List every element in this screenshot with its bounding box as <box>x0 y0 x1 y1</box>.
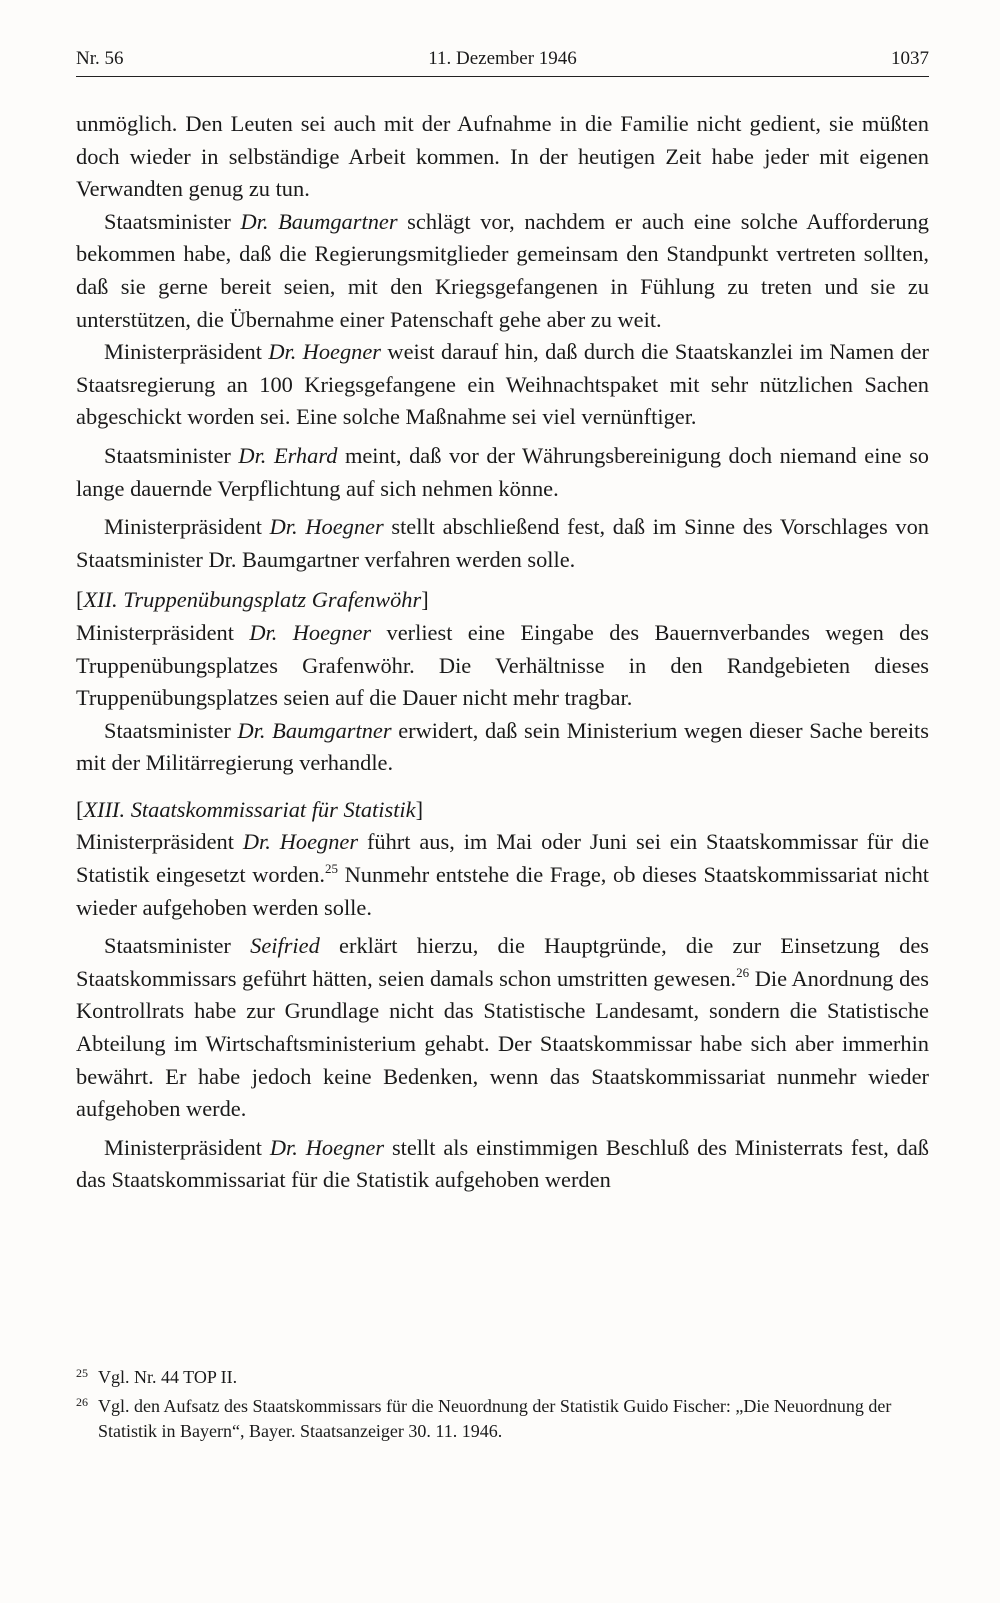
paragraph-4: Staatsminister Dr. Erhard meint, daß vor der Währungsbereinigung doch niemand eine so lange dauernde Verpflichtung auf sich nehmen könne. <box>76 442 929 501</box>
page-header <box>76 44 929 77</box>
speaker-name: Dr. Baumgartner <box>237 717 392 743</box>
paragraph-8: Ministerpräsident Dr. Hoegner führt aus, im Mai oder Juni sei ein Staatskommissar für die Statistik eingesetzt worden.$^{25}$ Nunmehr entstehe die Frage, ob dieses Staatskommissariat nicht wieder aufgehoben werden solle. <box>76 829 930 920</box>
speaker-name: Dr. Hoegner <box>269 1134 385 1160</box>
paragraph-3: Ministerpräsident Dr. Hoegner weist darauf hin, daß durch die Staatskanzlei im Namen der Staatsregierung an 100 Kriegsgefangene ein Weihnachtspaket mit sehr nützlichen Sachen abgeschickt worden sei. Eine solche Maßnahme sei viel vernünftiger. <box>76 339 929 430</box>
paragraph-1: unmöglich. Den Leuten sei auch mit der Aufnahme in die Familie nicht gedient, sie müßten doch wieder in selbständige Arbeit kommen. In der heutigen Zeit habe jeder mit eigenen Verwandten genug zu tun. <box>76 111 929 202</box>
footnote-text: Vgl. Nr. 44 TOP II. <box>98 1367 238 1387</box>
speaker-name: Dr. Hoegner <box>249 619 372 645</box>
issue-number: Nr. 56 <box>76 48 124 69</box>
page-number: 1037 <box>891 48 929 69</box>
paragraph-7: Staatsminister Dr. Baumgartner erwidert, daß sein Ministerium wegen dieser Sache bereits mit der Militärregierung verhandle. <box>76 717 929 776</box>
speaker-name: Dr. Baumgartner <box>240 208 398 234</box>
speaker-name: Dr. Hoegner <box>269 514 384 540</box>
paragraph-10: Ministerpräsident Dr. Hoegner stellt als einstimmigen Beschluß des Ministerrats fest, daß das Staatskommissariat für die Statistik aufgehoben werden <box>76 1134 930 1193</box>
section-heading-xii: [XII. Truppenübungsplatz Grafenwöhr] <box>76 587 429 613</box>
footnote-25 <box>76 1365 929 1390</box>
speaker-name: Dr. Erhard <box>238 442 338 468</box>
footnote-number: 26 <box>76 1395 88 1409</box>
paragraph-5: Ministerpräsident Dr. Hoegner stellt abschließend fest, daß im Sinne des Vorschlages von Staatsminister Dr. Baumgartner verfahren werden solle. <box>76 514 929 572</box>
speaker-name: Seifried <box>250 933 320 959</box>
footnote-text: Vgl. den Aufsatz des Staatskommissars für die Neuordnung der Statistik Guido Fischer: „Die Neuordnung der Statistik in Bayern“, Bayer. Staatsanzeiger 30. 11. 1946. <box>98 1396 892 1441</box>
footnote-26 <box>76 1394 929 1444</box>
body-text <box>76 108 929 1197</box>
section-heading-xiii: [XIII. Staatskommissariat für Statistik] <box>76 796 424 822</box>
paragraph-9: Staatsminister Seifried erklärt hierzu, die Hauptgründe, die zur Einsetzung des Staatskommissars geführt hätten, seien damals schon umstritten gewesen.$^{26}$ Die Anordnung des Kontrollrats habe zur Grundlage nicht das Statistische Landesamt, sondern die Statistische Abteilung im Wirtschaftsministerium gehabt. Der Staatskommissar habe sich aber immerhin bewährt. Er habe jedoch keine Bedenken, wenn das Staatskommissariat nunmehr wieder aufgehoben werde. <box>76 933 929 1122</box>
speaker-name: Dr. Hoegner <box>268 339 382 365</box>
footnotes <box>76 1365 929 1448</box>
paragraph-2: Staatsminister Dr. Baumgartner schlägt vor, nachdem er auch eine solche Aufforderung bekommen habe, daß die Regierungsmitglieder gemeinsam den Standpunkt vertreten sollten, daß sie gerne bereit seien, mit den Kriegsgefangenen in Fühlung zu treten und sie zu unterstützen, die Übernahme einer Patenschaft gehe aber zu weit. <box>76 208 929 332</box>
footnote-ref-26: 26 <box>736 964 750 980</box>
paragraph-6: Ministerpräsident Dr. Hoegner verliest eine Eingabe des Bauernverbandes wegen des Truppenübungsplatzes Grafenwöhr. Die Verhältnisse in den Randgebieten dieses Truppenübungsplatzes seien auf die Dauer nicht mehr tragbar. <box>76 619 930 711</box>
footnote-ref-25: 25 <box>324 861 338 877</box>
footnote-number: 25 <box>76 1366 88 1380</box>
session-date: 11. Dezember 1946 <box>428 48 577 69</box>
speaker-name: Dr. Hoegner <box>242 829 359 855</box>
